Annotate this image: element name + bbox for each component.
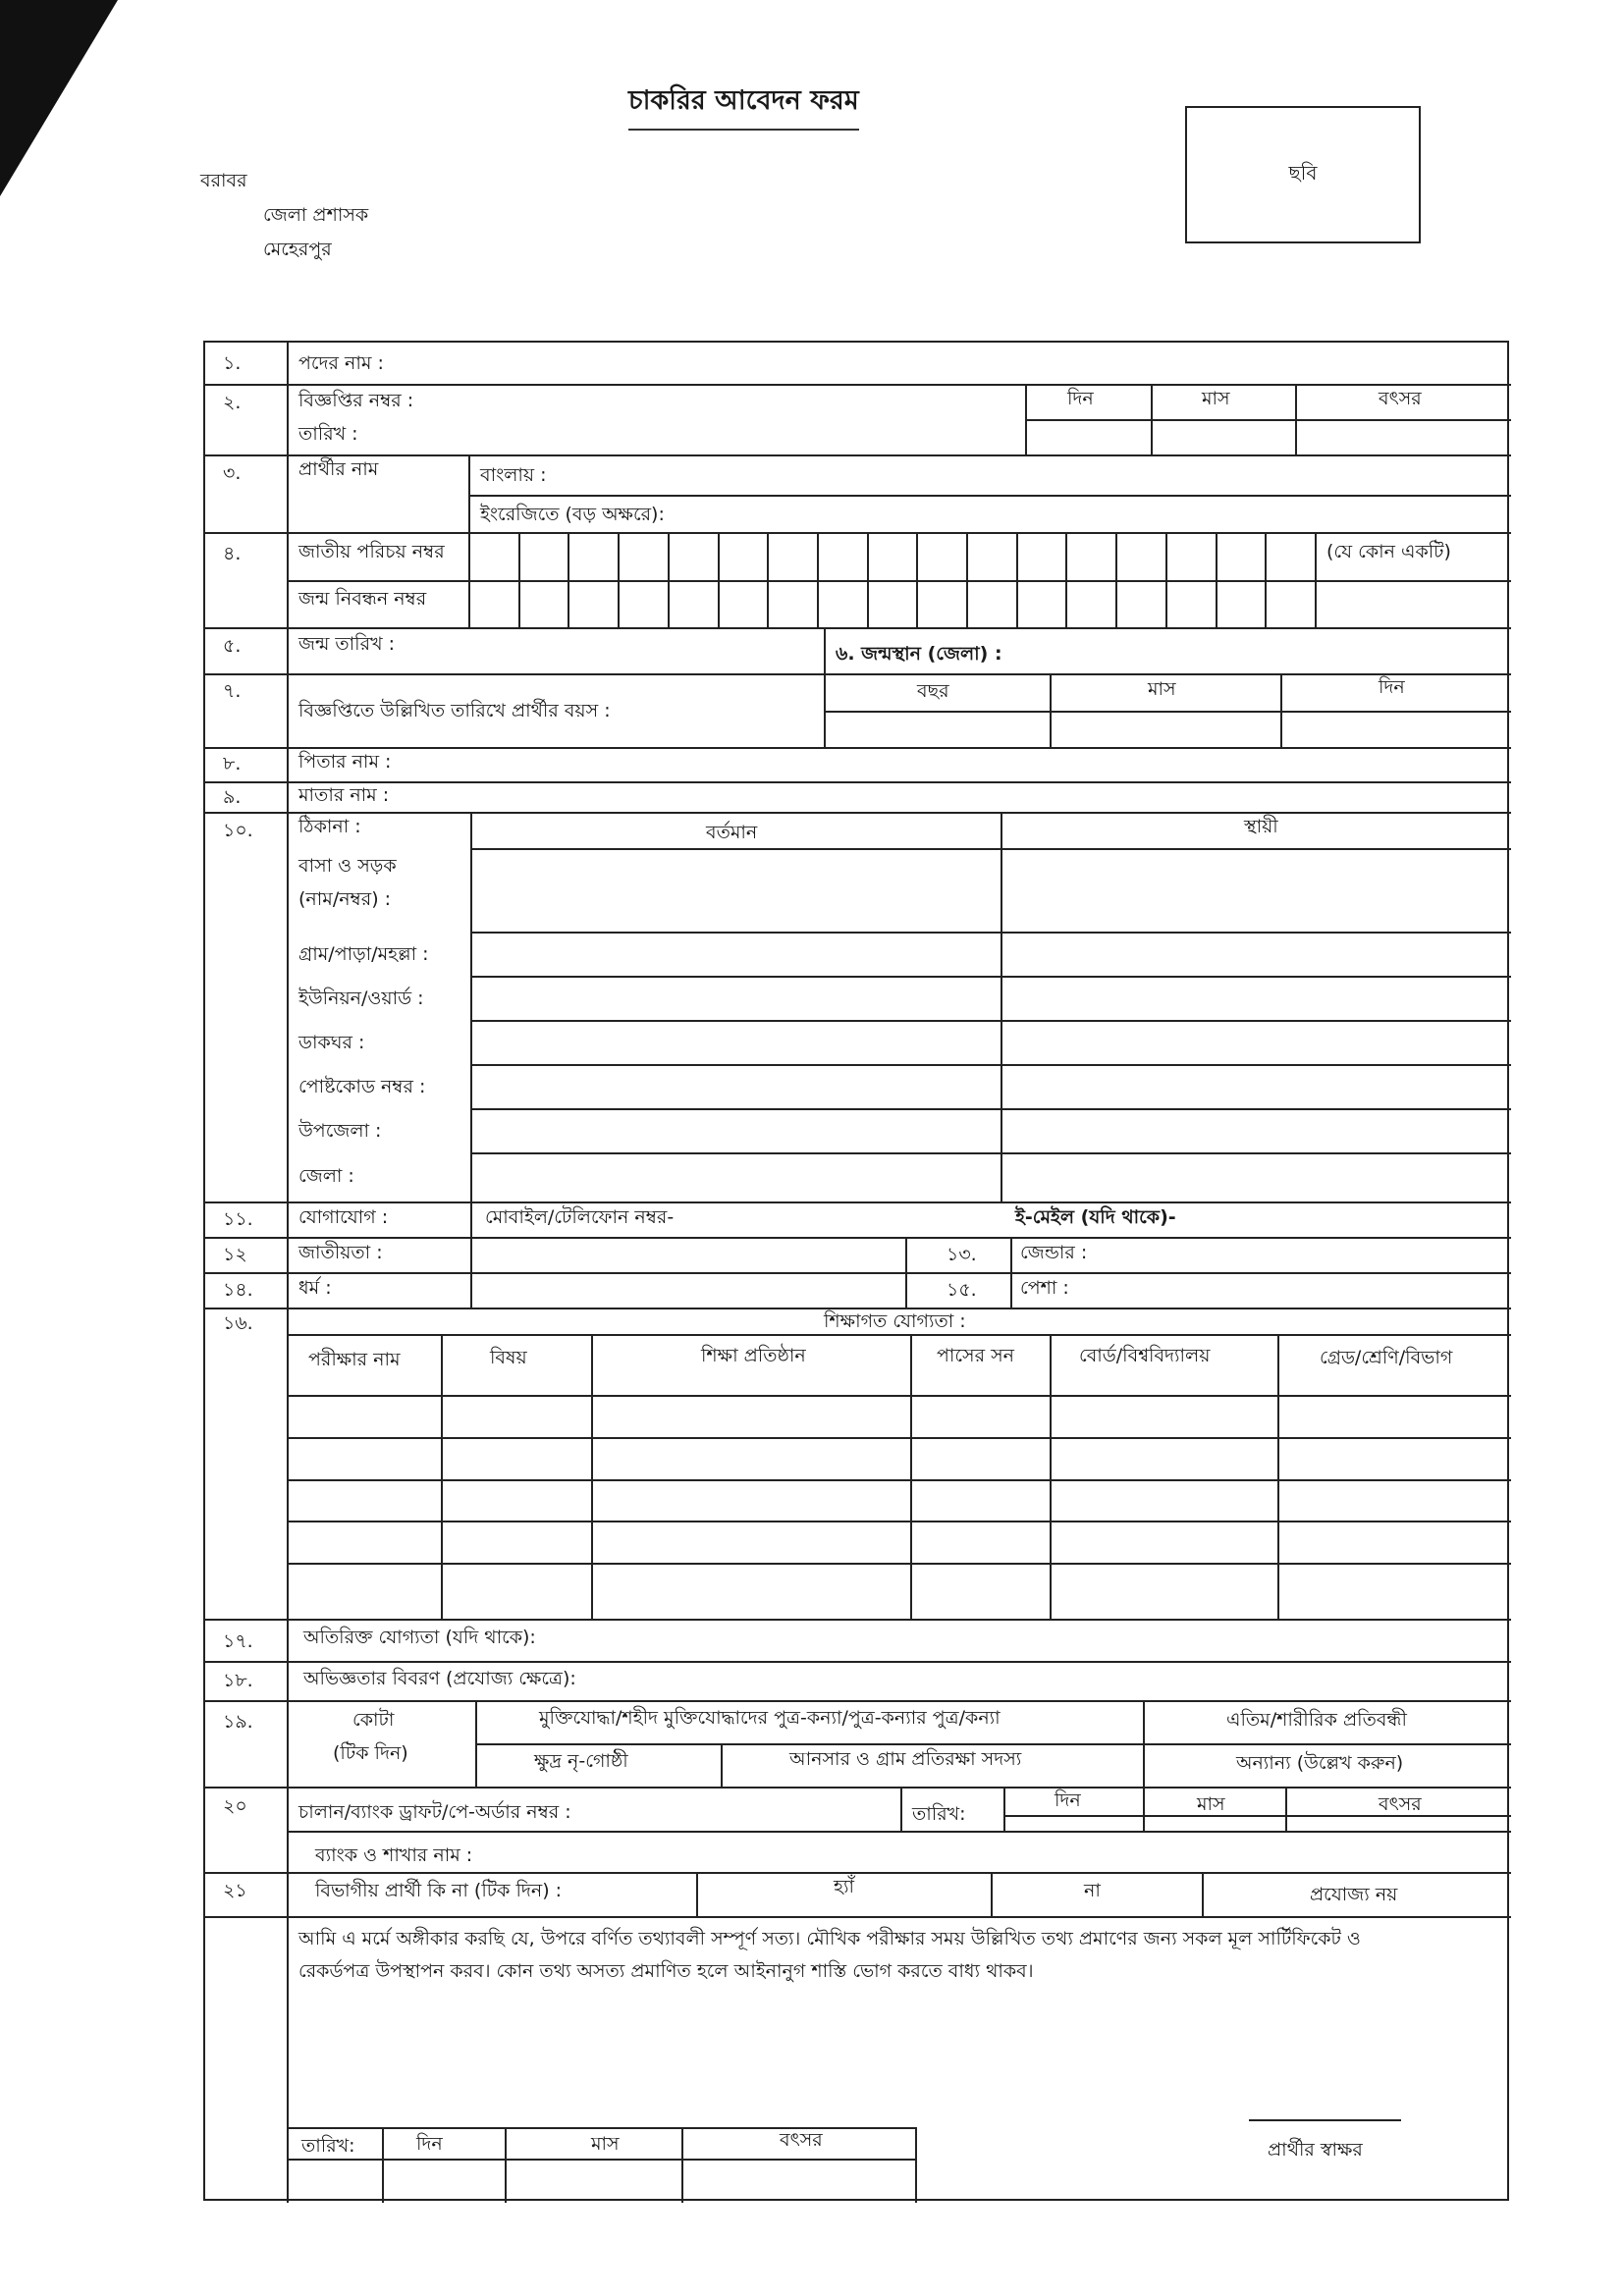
quota-freedom-fighter[interactable]: মুক্তিযোদ্ধা/শহীদ মুক্তিযোদ্ধাদের পুত্র-কন্যা/পুত্র-কন্যার পুত্র/কন্যা (539, 1707, 1001, 1729)
bank-branch-field[interactable]: ব্যাংক ও শাখার নাম : (315, 1844, 473, 1866)
option-no[interactable]: না (1084, 1880, 1101, 1901)
quota-label: কোটা (352, 1709, 395, 1731)
id-digit-divider (966, 532, 968, 627)
row-no: ১৯. (223, 1711, 253, 1733)
edu-header: পাসের সন (937, 1345, 1014, 1366)
row-no: ১৮. (223, 1670, 253, 1691)
quota-tick-note: (টিক দিন) (333, 1742, 408, 1764)
option-not-applicable[interactable]: প্রযোজ্য নয় (1310, 1884, 1398, 1905)
row-no: ৫. (223, 635, 242, 657)
declaration-line-1: আমি এ মর্মে অঙ্গীকার করছি যে, উপরে বর্ণিত তথ্যাবলী সম্পূর্ণ সত্য। মৌখিক পরীক্ষার সময় উল্লিখিত তথ্য প্রমাণের জন্য সকল মূল সার্টিফিকেট ও (298, 1928, 1361, 1949)
present-address-header: বর্তমান (706, 822, 758, 843)
declaration-text (298, 1923, 1501, 1989)
id-digit-divider (867, 532, 869, 627)
edu-header: পরীক্ষার নাম (308, 1349, 401, 1370)
edu-header: বোর্ড/বিশ্ববিদ্যালয় (1079, 1345, 1211, 1366)
zila-label: জেলা : (298, 1165, 354, 1187)
post-code-label: পোষ্টকোড নম্বর : (298, 1076, 426, 1097)
row-no: ৪. (223, 543, 242, 564)
id-digit-divider (1065, 532, 1067, 627)
declaration-line-2: রেকর্ডপত্র উপস্থাপন করব। কোন তথ্য অসত্য প্রমাণিত হলে আইনানুগ শাস্তি ভোগ করতে বাধ্য থাকব। (298, 1960, 1034, 1983)
id-digit-divider (916, 532, 918, 627)
age-day-label: দিন (1379, 676, 1405, 698)
row-no: ১১. (223, 1208, 253, 1230)
birthplace-field[interactable]: ৬. জন্মস্থান (জেলা) : (836, 643, 1002, 665)
challan-date-label: তারিখ: (912, 1803, 966, 1825)
experience-field[interactable]: অভিজ্ঞতার বিবরণ (প্রযোজ্য ক্ষেত্রে): (303, 1668, 576, 1689)
father-name-field[interactable]: পিতার নাম : (298, 751, 392, 773)
row-no: ১২ (223, 1244, 247, 1265)
religion-field[interactable]: ধর্ম : (298, 1277, 332, 1299)
applicant-name-label: প্রার্থীর নাম (298, 458, 379, 480)
nid-label: জাতীয় পরিচয় নম্বর (298, 541, 445, 562)
challan-month-label: মাস (1197, 1793, 1225, 1815)
id-digit-divider (568, 532, 569, 627)
name-bangla-field[interactable]: বাংলায় : (480, 464, 547, 486)
id-digit-divider (1265, 532, 1267, 627)
declaration-year-label: বৎসর (780, 2129, 823, 2151)
quota-ethnic[interactable]: ক্ষুদ্র নৃ-গোষ্ঠী (534, 1750, 628, 1772)
id-digit-divider (618, 532, 620, 627)
recipient: জেলা প্রশাসক (263, 204, 369, 226)
post-office-label: ডাকঘর : (298, 1032, 365, 1053)
address-label: ঠিকানা : (298, 816, 361, 837)
mobile-field[interactable]: মোবাইল/টেলিফোন নম্বর- (485, 1206, 675, 1228)
upazila-label: উপজেলা : (298, 1120, 382, 1142)
age-label: বিজ্ঞপ্তিতে উল্লিখিত তারিখে প্রার্থীর বয়স : (298, 700, 611, 721)
id-digit-divider (1315, 532, 1317, 627)
quota-orphan-disabled[interactable]: এতিম/শারীরিক প্রতিবন্ধী (1226, 1709, 1407, 1731)
application-form (203, 341, 1509, 2201)
age-month-label: মাস (1148, 678, 1176, 700)
birth-reg-label: জন্ম নিবন্ধন নম্বর (298, 588, 427, 610)
form-title: চাকরির আবেদন ফরম (628, 80, 859, 131)
declaration-month-label: মাস (591, 2133, 620, 2155)
education-label: শিক্ষাগত যোগ্যতা : (824, 1310, 966, 1332)
row-no: ৯. (223, 786, 242, 808)
applicant-signature[interactable]: প্রার্থীর স্বাক্ষর (1268, 2139, 1363, 2161)
month-label: মাস (1202, 388, 1230, 409)
photo-box (1185, 106, 1421, 243)
scan-corner-shadow (0, 0, 118, 196)
challan-no-field[interactable]: চালান/ব্যাংক ড্রাফট/পে-অর্ডার নম্বর : (298, 1801, 571, 1823)
recipient-district: মেহেরপুর (263, 239, 332, 260)
row-no: ২১ (223, 1880, 247, 1901)
id-digit-divider (1165, 532, 1167, 627)
row-no: ৭. (223, 680, 242, 702)
id-digit-divider (1216, 532, 1217, 627)
edu-header: শিক্ষা প্রতিষ্ঠান (701, 1345, 806, 1366)
nationality-field[interactable]: জাতীয়তা : (298, 1242, 383, 1263)
quota-others[interactable]: অন্যান্য (উল্লেখ করুন) (1236, 1752, 1404, 1774)
id-digit-divider (468, 532, 470, 627)
photo-label: ছবি (1288, 160, 1318, 185)
id-digit-divider (668, 532, 670, 627)
union-label: ইউনিয়ন/ওয়ার্ড : (298, 988, 424, 1009)
post-name-field[interactable]: পদের নাম : (298, 352, 384, 374)
row-no: ৩. (223, 462, 242, 484)
row-no: ২০ (223, 1795, 247, 1817)
id-digit-divider (1016, 532, 1018, 627)
id-digit-divider (767, 532, 769, 627)
additional-qualification-field[interactable]: অতিরিক্ত যোগ্যতা (যদি থাকে): (303, 1627, 536, 1648)
option-yes[interactable]: হ্যাঁ (834, 1876, 855, 1897)
edu-header: গ্রেড/শ্রেণি/বিভাগ (1320, 1347, 1453, 1368)
row-no: ১৩. (947, 1244, 977, 1265)
year-label: বৎসর (1379, 388, 1422, 409)
quota-ansar[interactable]: আনসার ও গ্রাম প্রতিরক্ষা সদস্য (789, 1748, 1022, 1770)
edu-header: বিষয় (490, 1347, 527, 1368)
id-digit-divider (518, 532, 520, 627)
age-year-label: বছর (917, 680, 949, 702)
challan-day-label: দিন (1055, 1789, 1081, 1811)
row-no: ১৪. (223, 1279, 253, 1301)
village-label: গ্রাম/পাড়া/মহল্লা : (298, 943, 429, 965)
circular-date-field[interactable]: তারিখ : (298, 423, 358, 445)
name-english-field[interactable]: ইংরেজিতে (বড় অক্ষরে): (480, 504, 665, 525)
row-no: ১৭. (223, 1630, 253, 1652)
row-no: ৮. (223, 753, 242, 774)
day-label: দিন (1067, 388, 1094, 409)
declaration-date-label: তারিখ: (301, 2135, 355, 2157)
birth-date-field[interactable]: জন্ম তারিখ : (298, 633, 395, 655)
row-no: ১৬. (223, 1312, 253, 1334)
permanent-address-header: স্থায়ী (1244, 816, 1278, 837)
challan-year-label: বৎসর (1379, 1793, 1422, 1815)
row-no: ১৫. (947, 1279, 977, 1301)
gender-field[interactable]: জেন্ডার : (1020, 1242, 1088, 1263)
house-road-label: বাসা ও সড়ক (298, 855, 397, 877)
to-label: বরাবর (200, 170, 247, 191)
departmental-candidate-label: বিভাগীয় প্রার্থী কি না (টিক দিন) : (315, 1880, 563, 1901)
id-digit-divider (718, 532, 720, 627)
id-digit-divider (817, 532, 819, 627)
any-one-note: (যে কোন একটি) (1326, 541, 1451, 562)
id-digit-divider (1115, 532, 1117, 627)
row-no: ১. (223, 352, 242, 374)
declaration-day-label: দিন (416, 2133, 443, 2155)
email-field[interactable]: ই-মেইল (যদি থাকে)- (1015, 1206, 1176, 1228)
circular-no-field[interactable]: বিজ্ঞপ্তির নম্বর : (298, 390, 414, 411)
row-no: ১০. (223, 820, 253, 841)
house-road-label-2: (নাম/নম্বর) : (298, 888, 392, 910)
occupation-field[interactable]: পেশা : (1020, 1277, 1069, 1299)
mother-name-field[interactable]: মাতার নাম : (298, 784, 390, 806)
contact-label: যোগাযোগ : (298, 1206, 389, 1228)
row-no: ২. (223, 392, 242, 413)
